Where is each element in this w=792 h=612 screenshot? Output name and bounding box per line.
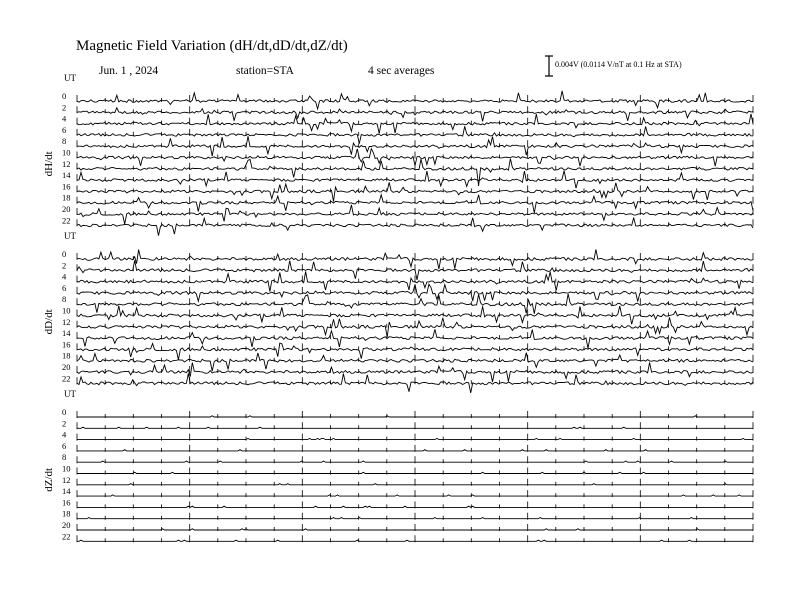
- hour-label: 0: [62, 249, 67, 259]
- ut-label: UT: [64, 73, 76, 83]
- scale-note: 0.004V (0.0114 V/nT at 0.1 Hz at STA): [555, 60, 682, 69]
- hour-label: 18: [62, 350, 71, 361]
- hour-label: 20: [62, 520, 71, 530]
- hour-label: 14: [62, 328, 71, 339]
- trace-line: [77, 91, 753, 109]
- chart-title: Magnetic Field Variation (dH/dt,dD/dt,dZ/dt): [76, 38, 348, 54]
- station-label: station=STA: [236, 65, 294, 77]
- ut-label: UT: [64, 389, 76, 399]
- averaging-label: 4 sec averages: [368, 65, 435, 77]
- hour-label: 8: [62, 294, 67, 305]
- row-ticks: [77, 152, 753, 159]
- hour-label: 10: [62, 305, 71, 316]
- hour-label: 12: [62, 158, 71, 169]
- hour-label: 2: [62, 260, 67, 271]
- hour-label: 22: [62, 531, 71, 542]
- hour-label: 10: [62, 463, 71, 474]
- hour-label: 4: [62, 429, 67, 440]
- hour-label: 14: [62, 486, 71, 497]
- hour-label: 22: [62, 373, 71, 384]
- hour-label: 2: [62, 418, 67, 429]
- hour-label: 12: [62, 316, 71, 327]
- row-ticks: [77, 163, 753, 170]
- hour-label: 16: [62, 339, 71, 350]
- date-label: Jun. 1 , 2024: [99, 65, 159, 77]
- ut-label: UT: [64, 231, 76, 241]
- panel-ylabel: dZ/dt: [43, 467, 55, 492]
- hour-label: 12: [62, 474, 71, 485]
- hour-label: 6: [62, 282, 67, 293]
- hour-label: 18: [62, 192, 71, 203]
- hour-label: 16: [62, 497, 71, 508]
- hour-label: 4: [62, 271, 67, 282]
- panel-ylabel: dH/dt: [43, 151, 55, 177]
- row-ticks: [77, 253, 753, 260]
- hour-label: 8: [62, 452, 67, 463]
- hour-label: 0: [62, 91, 67, 101]
- hour-label: 10: [62, 147, 71, 158]
- panel-ylabel: dD/dt: [43, 309, 55, 335]
- hour-label: 18: [62, 508, 71, 519]
- hour-label: 16: [62, 181, 71, 192]
- hour-label: 20: [62, 362, 71, 372]
- hour-label: 8: [62, 136, 67, 147]
- hour-label: 14: [62, 170, 71, 181]
- hour-label: 6: [62, 124, 67, 135]
- hour-label: 0: [62, 407, 67, 417]
- hour-label: 2: [62, 102, 67, 113]
- hour-label: 6: [62, 440, 67, 451]
- hour-label: 22: [62, 215, 71, 226]
- row-ticks: [77, 332, 753, 339]
- hour-label: 20: [62, 204, 71, 214]
- hour-label: 4: [62, 113, 67, 124]
